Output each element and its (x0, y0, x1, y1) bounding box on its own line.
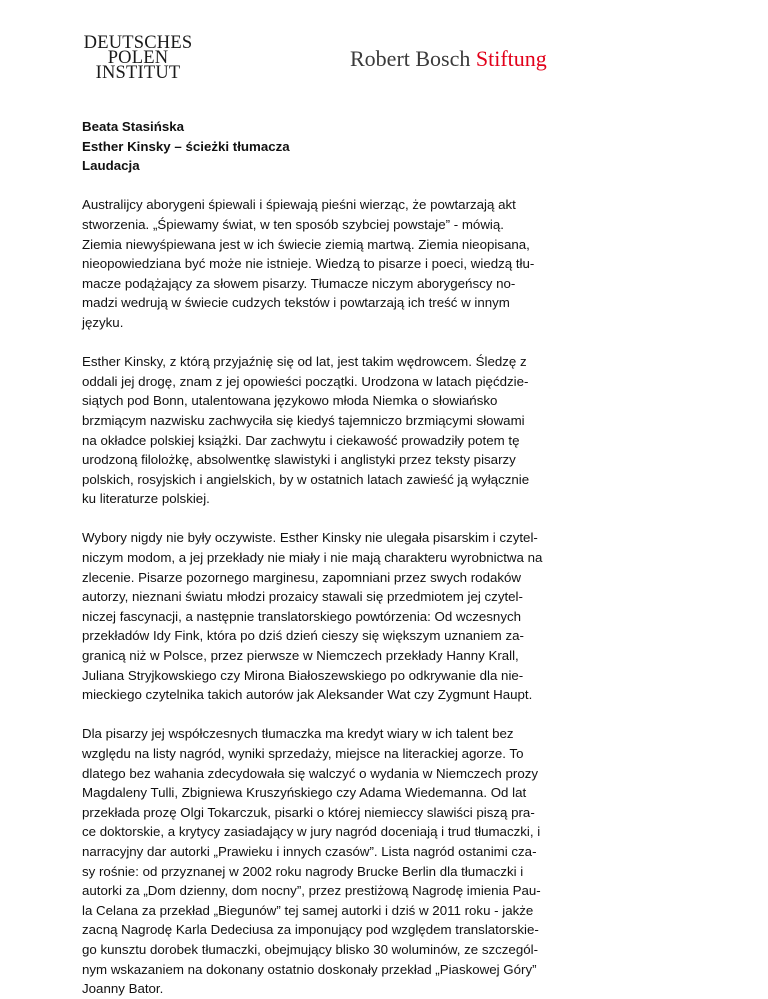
text-line: Wybory nigdy nie były oczywiste. Esther Kinsky nie ulegała pisarskim i czytel- (82, 530, 538, 546)
text-line: niczej fascynacji, a następnie translatorskiego powtórzenia: Od wczesnych (82, 608, 522, 624)
text-line: Juliana Stryjkowskiego czy Mirona Białoszewskiego po odkrywanie dla nie- (82, 667, 524, 683)
text-line: Ziemia niewyśpiewana jest w ich świecie ziemią martwą. Ziemia nieopisana, (82, 236, 530, 252)
text-line: Dla pisarzy jej współczesnych tłumaczka ma kredyt wiary w ich talent bez (82, 726, 514, 742)
paragraph (82, 528, 688, 704)
author-name: Beata Stasińska (82, 119, 184, 134)
paragraph (82, 352, 688, 509)
logo-stiftung: Stiftung (475, 46, 547, 71)
text-line: siątych pod Bonn, utalentowana językowo młoda Niemka o słowiańsko (82, 393, 498, 409)
text-line: przekładów Idy Fink, która po dziś dzień cieszy się większym uznaniem za- (82, 628, 524, 644)
text-line: ce doktorskie, a krytycy zasiadający w jury nagród doceniają i trud tłumaczki, i (82, 824, 541, 840)
paragraph (82, 195, 688, 332)
text-line: dlatego bez wahania zdecydowała się walczyć o wydania w Niemczech prozy (82, 765, 539, 781)
text-line: autorki za „Dom dzienny, dom nocny”, przez prestiżową Nagrodę imienia Pau- (82, 883, 541, 899)
text-line: granicą niż w Polsce, przez pierwsze w Niemczech przekłady Hanny Krall, (82, 648, 519, 664)
text-line: autorzy, nieznani światu młodzi prozaicy stawali się przedmiotem jej czytel- (82, 589, 523, 605)
text-line: mieckiego czytelnika takich autorów jak Aleksander Wat czy Zygmunt Haupt. (82, 687, 533, 703)
text-line: go kunsztu dorobek tłumaczki, obejmujący blisko 30 woluminów, ze szczegól- (82, 941, 539, 957)
text-line: sy rośnie: od przyznanej w 2002 roku nagrody Brucke Berlin dla tłumaczki i (82, 863, 524, 879)
text-line: języku. (82, 314, 124, 330)
text-line: polskich, rosyjskich i angielskich, by w ostatnich latach zawieść ją wyłącznie (82, 471, 530, 487)
text-line: zlecenie. Pisarze pozornego marginesu, zapomniani przez swych rodaków (82, 569, 522, 585)
logo-line: POLEN (107, 48, 169, 68)
deutsches-polen-institut-logo (82, 33, 194, 83)
paragraph (82, 724, 688, 998)
text-line: względu na listy nagród, wyniki sprzedaży, miejsce na literackiej agorze. To (82, 746, 524, 761)
logo-line: INSTITUT (95, 63, 181, 83)
text-line: urodzoną filolożkę, absolwentkę slawistyki i anglistyki przez teksty pisarzy (82, 452, 516, 468)
document-subtitle: Laudacja (82, 158, 140, 174)
robert-bosch-stiftung-logo (350, 46, 547, 72)
document-heading (82, 117, 688, 176)
text-line: stworzenia. „Śpiewamy świat, w ten sposób szybciej powstaje” - mówią. (82, 216, 504, 232)
logo-name: Robert Bosch (350, 46, 471, 71)
document-title: Esther Kinsky – ścieżki tłumacza (82, 138, 290, 154)
text-line: przekłada prozę Olgi Tokarczuk, pisarki o której niemieccy slawiści piszą pra- (82, 804, 535, 820)
text-line: ku literaturze polskiej. (82, 491, 210, 507)
text-line: la Celana za przekład „Biegunów” tej samej autorki i dziś w 2011 roku - jakże (82, 902, 534, 918)
text-line: macze podążający za słowem pisarzy. Tłumacze niczym aborygeńscy no- (82, 275, 516, 291)
text-line: oddali jej drogę, znam z jej opowieści początki. Urodzona w latach pięćdzie- (82, 373, 529, 389)
text-line: nym wskazaniem na dokonany ostatnio doskonały przekład „Piaskowej Góry” (82, 961, 537, 977)
text-line: niczym modom, a jej przekłady nie miały i nie mają charakteru wyrobnictwa na (82, 550, 543, 566)
paragraphs (82, 195, 688, 998)
text-line: zacną Nagrodę Karla Dedeciusa za imponujący pod względem translatorskie- (82, 922, 539, 938)
text-line: narracyjny dar autorki „Prawieku i innych czasów”. Lista nagród ostanimi cza- (82, 843, 537, 859)
text-line: na okładce polskiej książki. Dar zachwytu i ciekawość prowadziły potem tę (82, 432, 520, 448)
text-line: nieopowiedziana być może nie istnieje. Wiedzą to pisarze i poeci, wiedzą tłu- (82, 256, 535, 272)
text-line: Esther Kinsky, z którą przyjaźnię się od lat, jest takim wędrowcem. Śledzę z (82, 354, 527, 370)
document-body (82, 117, 688, 999)
text-line: Joanny Bator. (82, 981, 164, 997)
text-line: brzmiącym nazwisku zachwyciła się kiedyś tajemniczo brzmiącymi słowami (82, 412, 525, 428)
text-line: Australijcy aborygeni śpiewali i śpiewają pieśni wierząc, że powtarzają akt (82, 197, 516, 213)
logo-line: DEUTSCHES (83, 33, 193, 53)
text-line: madzi wedrują w świecie cudzych tekstów i powtarzają ich treść w innym (82, 295, 510, 311)
text-line: Magdaleny Tulli, Zbigniewa Kruszyńskiego czy Adama Wiedemanna. Od lat (82, 785, 527, 801)
